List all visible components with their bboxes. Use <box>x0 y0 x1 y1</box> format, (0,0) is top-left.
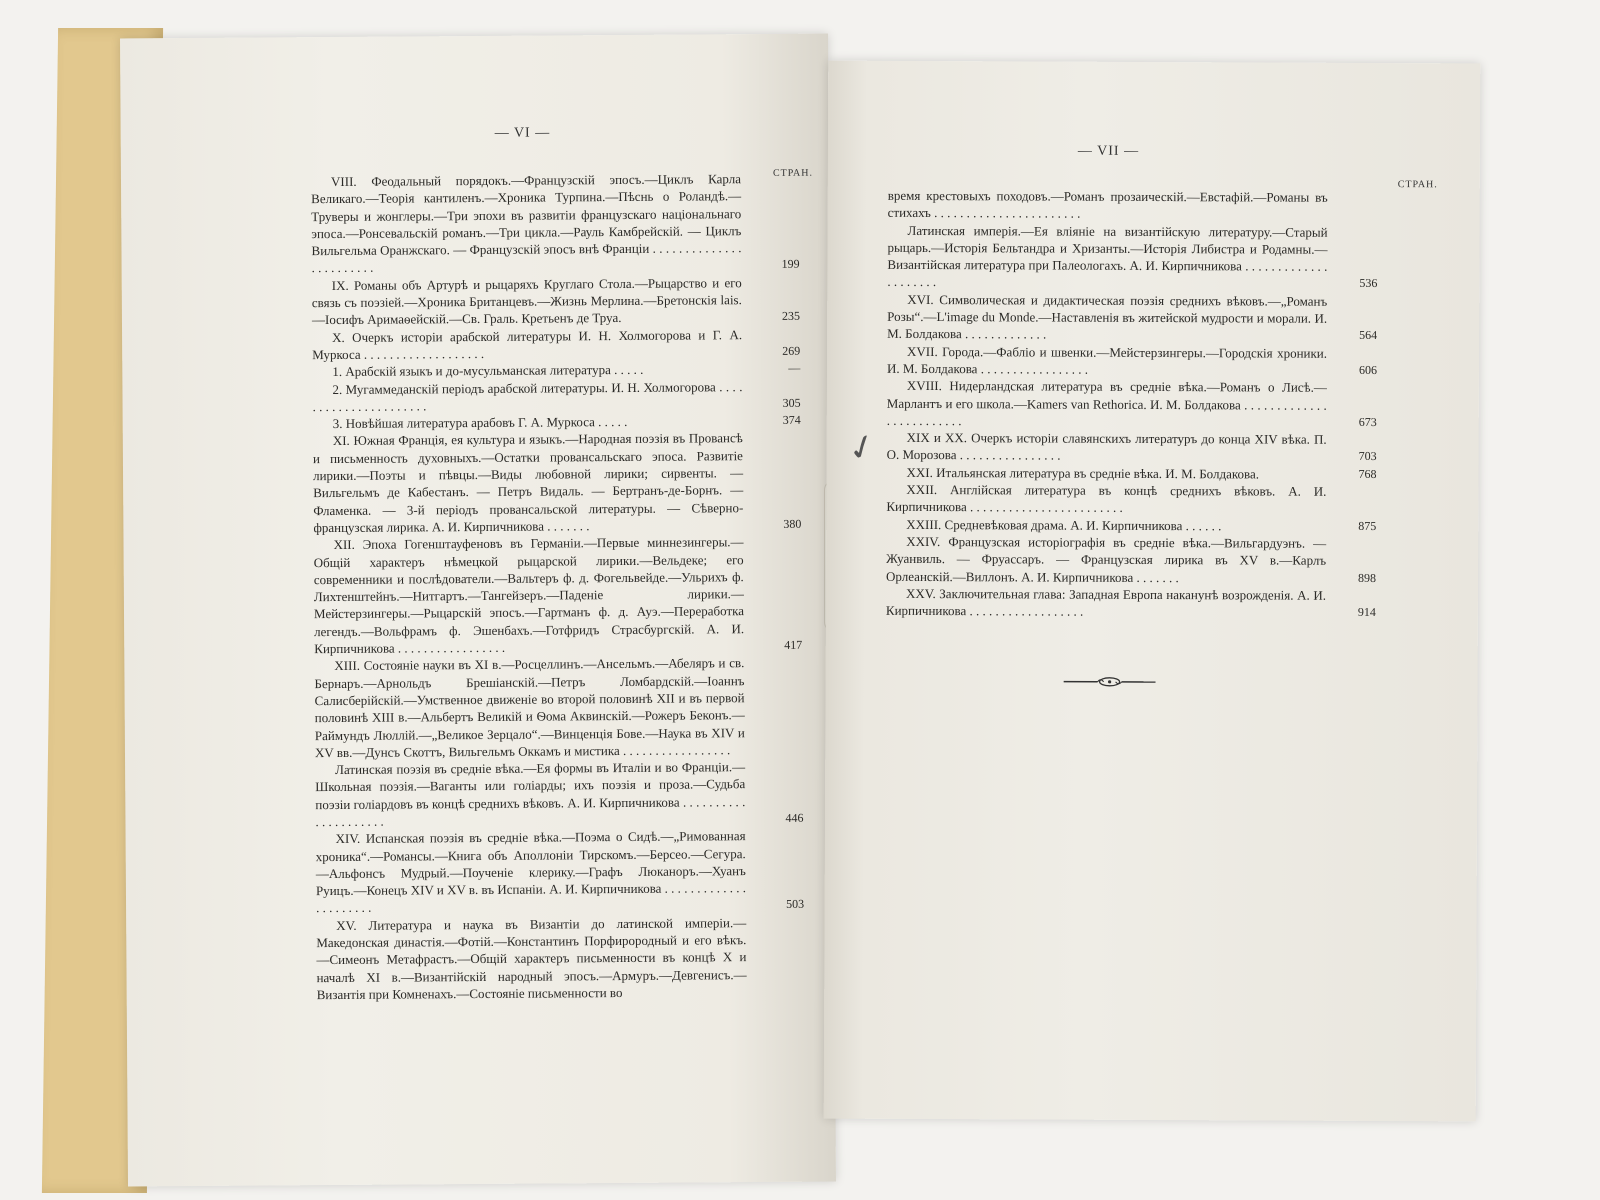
toc-entry <box>886 464 1377 483</box>
toc-entry <box>888 187 1328 224</box>
toc-entry-text: 2. Мугаммеданскій періодъ арабской литературы. И. Н. Холмогорова . . . . . . . . . . . . . . . . . . . . . . <box>312 378 743 415</box>
toc-entry-page: 673 <box>1358 414 1377 429</box>
toc-entry-page: 536 <box>1359 276 1378 291</box>
toc-entry-page: 446 <box>785 810 804 825</box>
toc-entry <box>886 377 1377 431</box>
toc-entry-text: XIX и XX. Очеркъ исторіи славянскихъ литературъ до конца XIV вѣка. П. О. Морозова . . . . . . . . . . . . . . . . <box>886 430 1327 464</box>
toc-entry-page: 768 <box>1358 466 1377 481</box>
toc-entry-text: 3. Новѣйшая литература арабовъ Г. А. Муркоса . . . . . <box>332 414 628 432</box>
toc-entry-text: VIII. Феодальный порядокъ.—Французскій эпосъ.—Циклъ Карла Великаго.—Теорія кантиленъ.—Хроника Турпина.—Пѣснь о Роландѣ.—Труверы и жонглеры.—Три эпохи въ развитіи французскаго національнаго эпоса.—Ронсевальскій романъ.—Три цикла.—Рауль Камбрейскій. — Циклъ Вильгельма Оранжскаго. — Французскій эпосъ внѣ Франціи . . . . . . . . . . . . . . . . . . . . . . . . <box>311 171 742 276</box>
toc-entry-text: XXIII. Средневѣковая драма. А. И. Кирпичникова . . . . . . <box>906 516 1222 533</box>
toc-entry <box>312 378 801 416</box>
toc-entry-text: XVIII. Нидерландская литература въ средніе вѣка.—Романъ о Лисѣ.—Марлантъ и его школа.—Kamers van Rethorica. И. М. Болдакова . . . . . . . . . . . . . . . . . . . . . . . . . <box>886 378 1327 429</box>
toc-entry-page: 606 <box>1358 362 1377 377</box>
toc-entry <box>315 758 804 830</box>
toc-entry-text: Латинская имперія.—Ея вліяніе на византійскую литературу.—Старый рыцарь.—Исторія Бельтандра и Хризанты.—Исторія Либистра и Родамны.—Византійская литература при Палеологахъ. А. И. Кирпичникова . . . . . . . . . . . . . . . . . . . . . <box>887 222 1328 290</box>
toc-entry <box>887 221 1378 292</box>
pencil-checkmark: ✓ <box>842 426 883 471</box>
toc-entry-page: 380 <box>783 516 802 531</box>
toc-entry-text: IX. Романы объ Артурѣ и рыцаряхъ Круглаго Стола.—Рыцарство и его связь съ поэзіей.—Хроника Британцевъ.—Жизнь Мерлина.—Бретонскія lais.—Іосифъ Аримаѳейскій.—Св. Граль. Кретьенъ де Труа. <box>311 274 742 328</box>
left-page <box>120 34 836 1187</box>
toc-entry <box>316 914 747 1003</box>
toc-entry <box>886 343 1377 380</box>
toc-entry-text: XXII. Англійская литература въ концѣ среднихъ вѣковъ. А. И. Кирпичникова . . . . . . . . . . . . . . . . . . . . . . . . <box>886 481 1327 516</box>
toc-entry <box>315 827 805 916</box>
toc-entry-text: XV. Литература и наука въ Византіи до латинской имперіи.—Македонская династія.—Фотій.—Константинъ Порфирородный и его вѣкъ.—Симеонъ Метафрастъ.—Общій характеръ письменности въ концѣ X и началѣ XI в.—Византійскій народный эпосъ.—Армуръ.—Девгенисъ.—Византія при Комненахъ.—Состояніе письменности во <box>316 914 747 1003</box>
toc-entry <box>886 481 1326 518</box>
toc-entry-page: 199 <box>781 257 800 272</box>
table-of-contents <box>885 187 1378 621</box>
toc-entry-text: XIII. Состояніе науки въ XI в.—Росцеллинъ.—Ансельмъ.—Абеляръ и св. Бернаръ.—Арнольдъ Брешіанскій.—Петръ Ломбардскій.—Іоаннъ Салисберійскій.—Умственное движеніе во второй половинѣ XII и въ первой половинѣ XIII в.—Альбертъ Великій и Ѳома Аквинскій.—Рожеръ Беконъ.—Раймундъ Люллій.—„Великое Зерцало“.—Винценція Бове.—Наука въ XIV и XV вв.—Дунсъ Скоттъ, Вильгельмъ Оккамъ и мистика . . . . . . . . . . . . . . . . . <box>314 655 745 760</box>
toc-entry-text: XVI. Символическая и дидактическая поэзія среднихъ вѣковъ.—„Романъ Розы“.—L'image du Monde.—Наставленія въ житейской мудрости и морали. И. М. Болдакова . . . . . . . . . . . . . <box>887 291 1328 342</box>
toc-entry <box>885 585 1376 622</box>
toc-entry-page: 374 <box>782 412 801 428</box>
toc-entry <box>887 291 1378 345</box>
page-column-label: СТРАН. <box>772 167 814 179</box>
toc-entry-text: XIV. Испанская поэзія въ средніе вѣка.—Поэма о Сидѣ.—„Римованная хроника“.—Романсы.—Книга объ Аполлоніи Тирскомъ.—Берсео.—Сегура.—Альфонсъ Мудрый.—Поученіе клерику.—Графъ Люканоръ.—Хуанъ Руицъ.—Конецъ XIV и XV в. въ Испаніи. А. И. Кирпичникова . . . . . . . . . . . . . . . . . . . . . . <box>315 828 746 916</box>
toc-entry-page: 898 <box>1358 570 1377 585</box>
toc-entry-text: XXI. Итальянская литература въ средніе вѣка. И. М. Болдакова. <box>906 464 1260 482</box>
toc-entry <box>886 515 1377 534</box>
toc-entry <box>886 429 1377 466</box>
page-column-label: СТРАН. <box>1397 179 1438 191</box>
toc-entry-page: 564 <box>1359 328 1378 343</box>
toc-entry <box>314 654 745 761</box>
page-header: — VII — <box>1077 143 1140 159</box>
toc-entry-page: 914 <box>1357 605 1376 620</box>
toc-entry-text: XVII. Города.—Фабліо и швенки.—Мейстерзингеры.—Городскія хроники. И. М. Болдакова . . . . . . . . . . . . . . . . . <box>886 343 1328 377</box>
decorative-ornament <box>1064 676 1156 688</box>
toc-entry <box>313 533 803 657</box>
toc-entry-text: XXIV. Французская исторіографія въ средніе вѣка.—Вильгардуэнъ. — Жуанвиль. — Фруассаръ. — Французская лирика въ XV в.—Карлъ Орлеанскій.—Виллонъ. А. И. Кирпичникова . . . . . . . <box>886 533 1327 585</box>
toc-entry-page: 875 <box>1358 518 1377 533</box>
toc-entry-text: время крестовыхъ походовъ.—Романъ прозаическій.—Евстафій.—Романы въ стихахъ . . . . . . . . . . . . . . . . . . . . . . . <box>887 187 1328 221</box>
toc-entry <box>311 274 801 329</box>
toc-entry-text: Латинская поэзія въ средніе вѣка.—Ея формы въ Италіи и во Франціи.—Школьная поэзія.—Ваганты или голіарды; ихъ поэзія и проза.—Судьба поэзіи голіардовъ въ концѣ среднихъ вѣковъ. А. И. Кирпичникова . . . . . . . . . . . . . . . . . . . . . <box>315 759 746 830</box>
toc-entry <box>312 326 801 364</box>
right-page <box>824 61 1481 1122</box>
toc-entry-text: X. Очеркъ исторіи арабской литературы И. Н. Холмогорова и Г. А. Муркоса . . . . . . . . . . . . . . . . . . . <box>312 326 743 363</box>
toc-entry-text: 1. Арабскій языкъ и до-мусульманская литература . . . . . <box>332 362 644 380</box>
toc-entry-text: XII. Эпоха Гогенштауфеновъ въ Германіи.—Первые миннезингеры.—Общій характеръ нѣмецкой рыцарской лирики.—Вельдеке; его современники и послѣдователи.—Вальтеръ ф. д. Фогельвейде.—Ульрихъ ф. Лихтенштейнъ.—Нитгартъ.—Тангейзеръ.—Паденіе лирики.—Мейстерзингеры.—Рыцарскій эпосъ.—Гартманъ ф. д. Ауэ.—Переработка легендъ.—Вольфрамъ ф. Эшенбахъ.—Готфридъ Страсбургскій. А. И. Кирпичникова . . . . . . . . . . . . . . . . . <box>313 534 745 657</box>
toc-entry-text: XXV. Заключительная глава: Западная Европа наканунѣ возрожденія. А. И. Кирпичникова . . . . . . . . . . . . . . . . . . <box>885 585 1327 619</box>
toc-entry-page: 305 <box>782 395 801 410</box>
toc-entry <box>312 430 802 537</box>
toc-entry-page: 417 <box>784 637 803 652</box>
toc-entry <box>886 533 1377 587</box>
toc-entry-text: XI. Южная Франція, ея культура и языкъ.—Народная поэзія въ Провансѣ и письменность духовныхъ.—Остатки провансальскаго эпоса. Развитіе лирики.—Поэты и пѣвцы.—Виды любовной лирики; сирвенты. — Вильгельмъ де Кабестанъ. — Петръ Видаль. — Бертранъ-де-Борнъ. — Фламенка. — 3-й періодъ провансальской литературы. — Сѣверно-французская лирика. А. И. Кирпичникова . . . . . . . <box>312 430 744 536</box>
toc-entry-page: 269 <box>782 343 801 358</box>
toc-entry-page: 503 <box>786 897 805 912</box>
toc-entry-page: — <box>788 361 801 376</box>
toc-entry-page: 703 <box>1358 449 1377 464</box>
page-header: — VI — <box>494 125 551 141</box>
toc-entry-page: 235 <box>781 309 801 324</box>
